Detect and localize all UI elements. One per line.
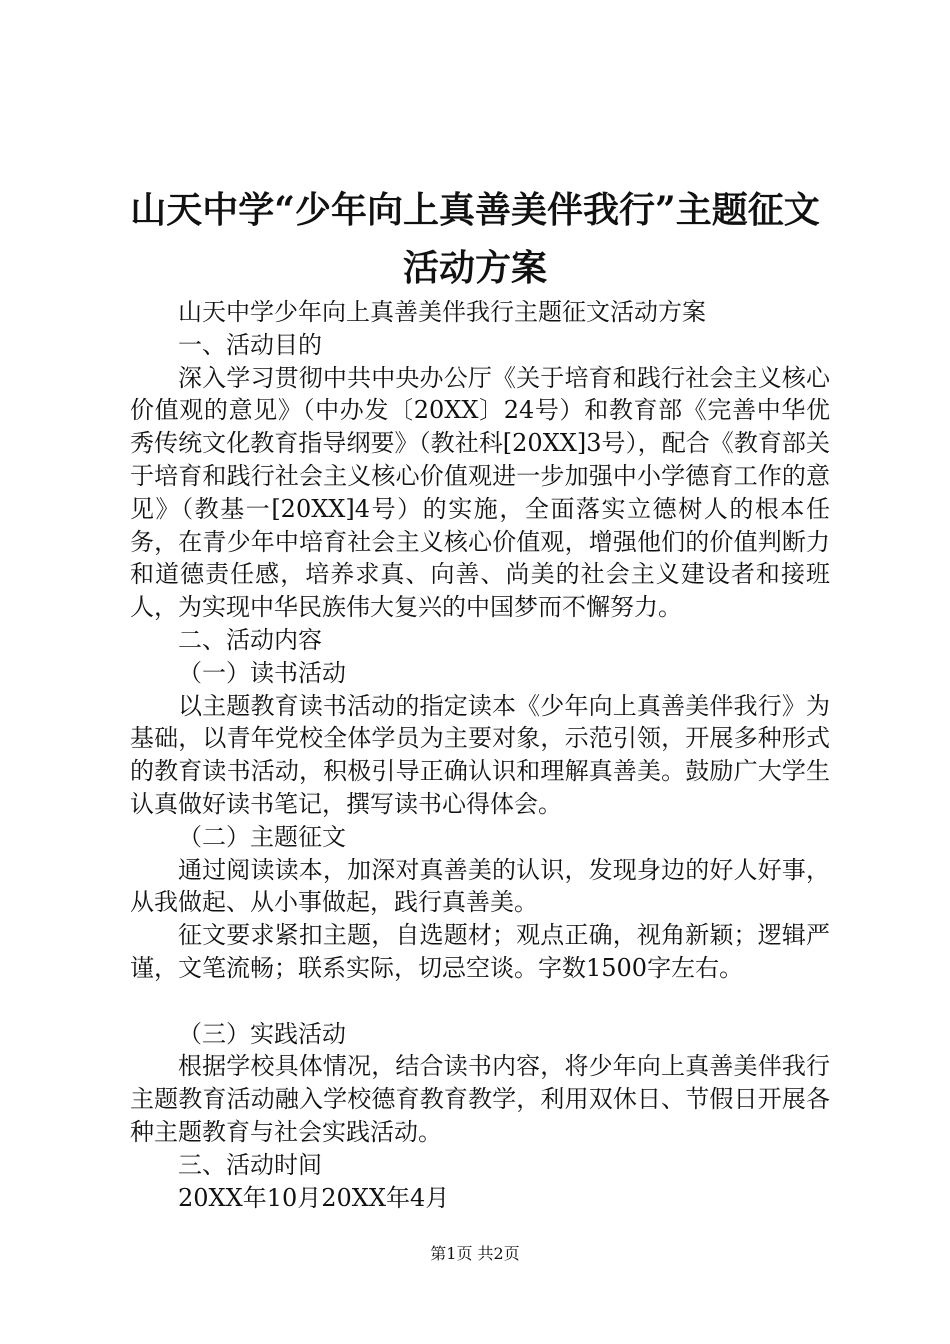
subsection-heading-practice: （三）实践活动 bbox=[178, 1019, 346, 1048]
subsection-heading-reading: （一）读书活动 bbox=[178, 658, 346, 687]
document-body bbox=[130, 296, 830, 1214]
blank-line bbox=[130, 985, 830, 1018]
document-title-line-1: 山天中学“少年向上真善美伴我行”主题征文 bbox=[130, 189, 820, 231]
section-heading-time: 三、活动时间 bbox=[178, 1150, 322, 1179]
document-title-line-2: 活动方案 bbox=[402, 247, 547, 289]
subsection-heading-essay: （二）主题征文 bbox=[178, 822, 346, 851]
plan-subtitle: 山天中学少年向上真善美伴我行主题征文活动方案 bbox=[178, 298, 706, 326]
paragraph-reading: 以主题教育读书活动的指定读本《少年向上真善美伴我行》为基础，以青年党校全体学员为主要对象，示范引领，开展多种形式的教育读书活动，积极引导正确认识和理解真善美。鼓励广大学生认真做好读书笔记，撰写读书心得体会。 bbox=[130, 691, 830, 818]
paragraph-time: 20XX年10月20XX年4月 bbox=[178, 1183, 450, 1212]
section-heading-purpose: 一、活动目的 bbox=[178, 330, 322, 359]
paragraph-essay-requirements: 征文要求紧扣主题，自选题材；观点正确，视角新颖；逻辑严谨，文笔流畅；联系实际，切忌空谈。字数1500字左右。 bbox=[130, 921, 830, 982]
paragraph-purpose: 深入学习贯彻中共中央办公厅《关于培育和践行社会主义核心价值观的意见》（中办发〔20XX〕24号）和教育部《完善中华优秀传统文化教育指导纲要》（教社科[20XX]3号），配合《教育部关于培育和践行社会主义核心价值观进一步加强中小学德育工作的意见》（教基一[20XX]4号）的实施，全面落实立德树人的根本任务，在青少年中培育社会主义核心价值观，增强他们的价值判断力和道德责任感，培养求真、向善、尚美的社会主义建设者和接班人，为实现中华民族伟大复兴的中国梦而不懈努力。 bbox=[130, 363, 830, 622]
paragraph-practice: 根据学校具体情况，结合读书内容，将少年向上真善美伴我行主题教育活动融入学校德育教育教学，利用双休日、节假日开展各种主题教育与社会实践活动。 bbox=[130, 1052, 830, 1146]
page-footer: 第1页 共2页 bbox=[430, 1244, 520, 1263]
section-heading-content: 二、活动内容 bbox=[178, 625, 322, 654]
paragraph-essay: 通过阅读读本，加深对真善美的认识，发现身边的好人好事，从我做起、从小事做起，践行真善美。 bbox=[130, 855, 830, 917]
